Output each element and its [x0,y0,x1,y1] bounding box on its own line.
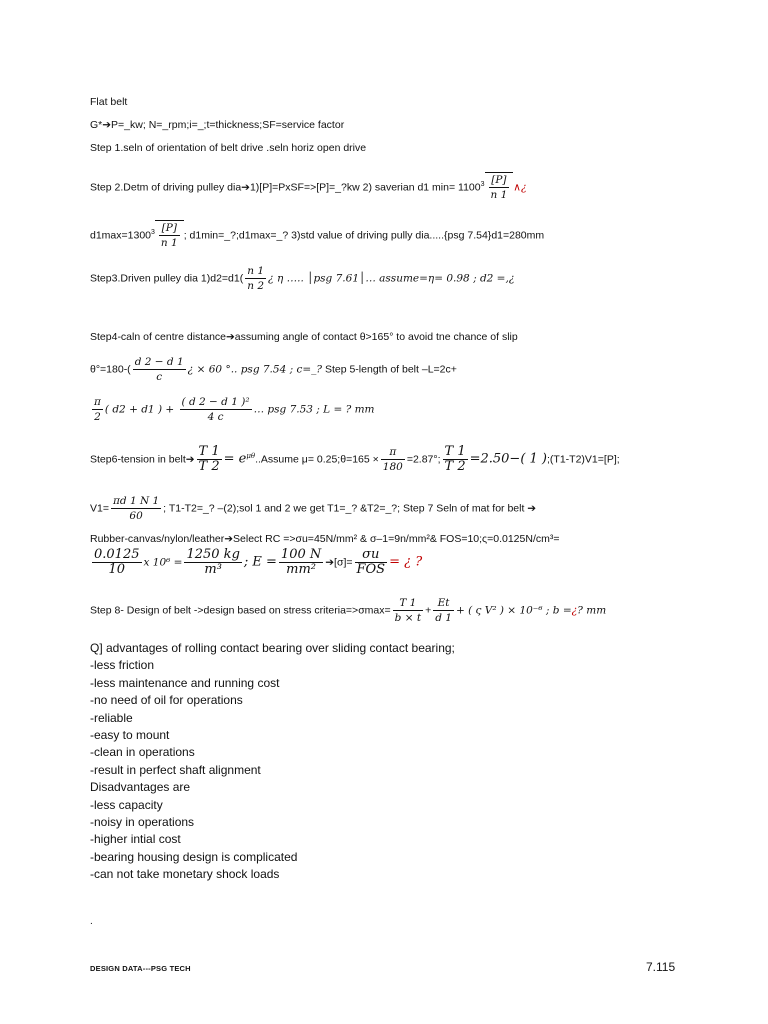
bearing-list [90,640,455,884]
assume-text: ..Assume μ= 0.25;θ=165 × [255,453,379,466]
density-line [90,548,422,577]
fraction-p-n1: $\frac{[P]}{n 1}$ [490,174,508,201]
fraction-rho: $\frac{0.0125}{10}$ [94,547,140,577]
footer-source: DESIGN DATA---PSG TECH [90,964,191,973]
fraction-v1: $\frac{\pi d 1 N 1}{60}$ [112,495,160,522]
length-tail: … psg 7.53 ; L = ? mm [253,403,375,416]
list-item: -easy to mount [90,728,170,743]
given-line: G*➔P=_kw; N=_rpm;i=_;t=thickness;SF=service factor [90,119,345,131]
fraction-n1-n2: $\frac{n 1}{n 2}$ [247,265,265,292]
ratio-value: =2.50−( 1 ) [469,451,548,467]
list-item: -result in perfect shaft alignment [90,762,261,777]
step8-unit: ? mm [577,604,607,617]
fraction-pi-2: $\frac{\pi}{2}$ [94,396,101,423]
power-text: ;(T1-T2)V1=[P]; [547,453,620,466]
step4-line: Step4-caln of centre distance➔assuming angle of contact θ>165° to avoid tne chance of slip [90,331,518,343]
list-item: -reliable [90,710,133,725]
radical [485,172,514,202]
list-item: -can not take monetary shock loads [90,867,280,882]
fraction-et-d1: $\frac{Et}{d 1}$ [435,597,452,624]
step8-tail: + ( ς V² ) × 10⁻⁶ ; b = [455,604,572,617]
step2-line [90,172,527,202]
fraction-fos: $\frac{\sigma u}{\text{FOS}}$ [356,547,386,577]
fraction-t1-t2-2: $\frac{T 1}{T 2}$ [444,444,466,474]
e-text: ; E = [243,554,277,570]
step6-text: Step6-tension in belt➔ [90,453,195,466]
fraction-sq-4c: $\frac{\text{( d 2 − d 1 )²}}{4 c}$ [181,396,250,423]
d1max-text: d1max=1300 [90,229,152,242]
d1max-line [90,220,544,250]
radical-2 [155,220,184,250]
fraction-e: $\frac{100 N}{\text{mm²}}$ [280,547,322,577]
list-item: -less friction [90,658,155,673]
list-item: Q] advantages of rolling contact bearing over sliding contact bearing; [90,641,455,655]
step5-text: Step 5-length of belt –L=2c+ [322,363,457,376]
step8-mark: ¿ [571,604,578,617]
theta-line [90,355,457,384]
fraction-t1-t2: $\frac{T 1}{T 2}$ [198,444,220,474]
list-item: -noisy in operations [90,815,195,830]
theta-text: θ°=180-( [90,363,131,376]
sigma-tail: = ¿ ? [389,554,423,570]
page-number: 7.115 [646,960,676,974]
step2-text: Step 2.Detm of driving pulley dia➔1)[P]=PxSF=>[P]=_?kw 2) saverian d1 min= 1100 [90,181,481,194]
step6-line [90,445,620,474]
list-item: -less capacity [90,797,163,812]
cube-root-index: 3 [480,180,485,188]
cube-root-index-2: 3 [151,228,155,236]
heading-flat-belt: Flat belt [90,96,128,108]
length-line [90,395,375,424]
exp-e: = e [223,451,247,467]
list-item: -no need of oil for operations [90,693,243,708]
list-item: -less maintenance and running cost [90,675,280,690]
deg-text: =2.87°; [406,453,441,466]
v1-tail: ; T1-T2=_? –(2);sol 1 and 2 we get T1=_? &T2=_?; Step 7 Seln of mat for belt ➔ [163,502,537,515]
d1max-tail: ; d1min=_?;d1max=_? 3)std value of driving pully dia.....{psg 7.54}d1=280mm [183,229,545,242]
step2-tail: ∧¿ [513,181,527,194]
fraction-t1-bt: $\frac{T 1}{b \times t}$ [394,597,422,624]
fraction-p-n1-2: $\frac{[P]}{n 1}$ [160,222,178,249]
step3-text: Step3.Driven pulley dia 1)d2=d1( [90,272,244,285]
step3-tail: ¿ η ….. │psg 7.61│… assume=η= 0.98 ; d2 =,¿ [268,272,515,285]
list-item: Disadvantages are [90,780,191,795]
step3-line [90,264,514,293]
list-item: -clean in operations [90,745,195,760]
density-exp: x 10⁶ = [143,556,183,569]
step8-text: Step 8- Design of belt ->design based on stress criteria=>σmax= [90,604,391,617]
step1-line: Step 1.seln of orientation of belt drive .seln horiz open drive [90,142,367,154]
v1-text: V1= [90,502,109,515]
sigma-text: ➔[σ]= [325,556,353,569]
list-item: -higher intial cost [90,832,181,847]
v1-line [90,494,536,523]
material-line: Rubber-canvas/nylon/leather➔Select RC =>σu=45N/mm² & σ–1=9n/mm²& FOS=10;ς=0.0125N/cm³= [90,533,560,545]
list-item: -bearing housing design is complicated [90,849,298,864]
step8-line: Step 8- Design of belt ->design based on stress criteria=>σmax= $\frac{T 1}{b \times t}$ + $\frac{Et}{d 1}$ + ( ς V² ) × 10⁻⁶ ; b =¿? mm [90,597,607,624]
fraction-kg-m3: $\frac{1250 kg}{\text{m³}}$ [186,547,240,577]
exponent-mu-theta: μθ [246,451,256,460]
fraction-d2d1-c: $\frac{d 2 - d 1}{c}$ [134,356,184,383]
theta-tail: ¿ × 60 °.. psg 7.54 ; c=_? [187,363,323,376]
length-sum: ( d2 + d1 ) + [104,403,178,416]
stray-dot: . [90,916,93,927]
fraction-pi-180: $\frac{\pi}{180}$ [382,446,403,473]
